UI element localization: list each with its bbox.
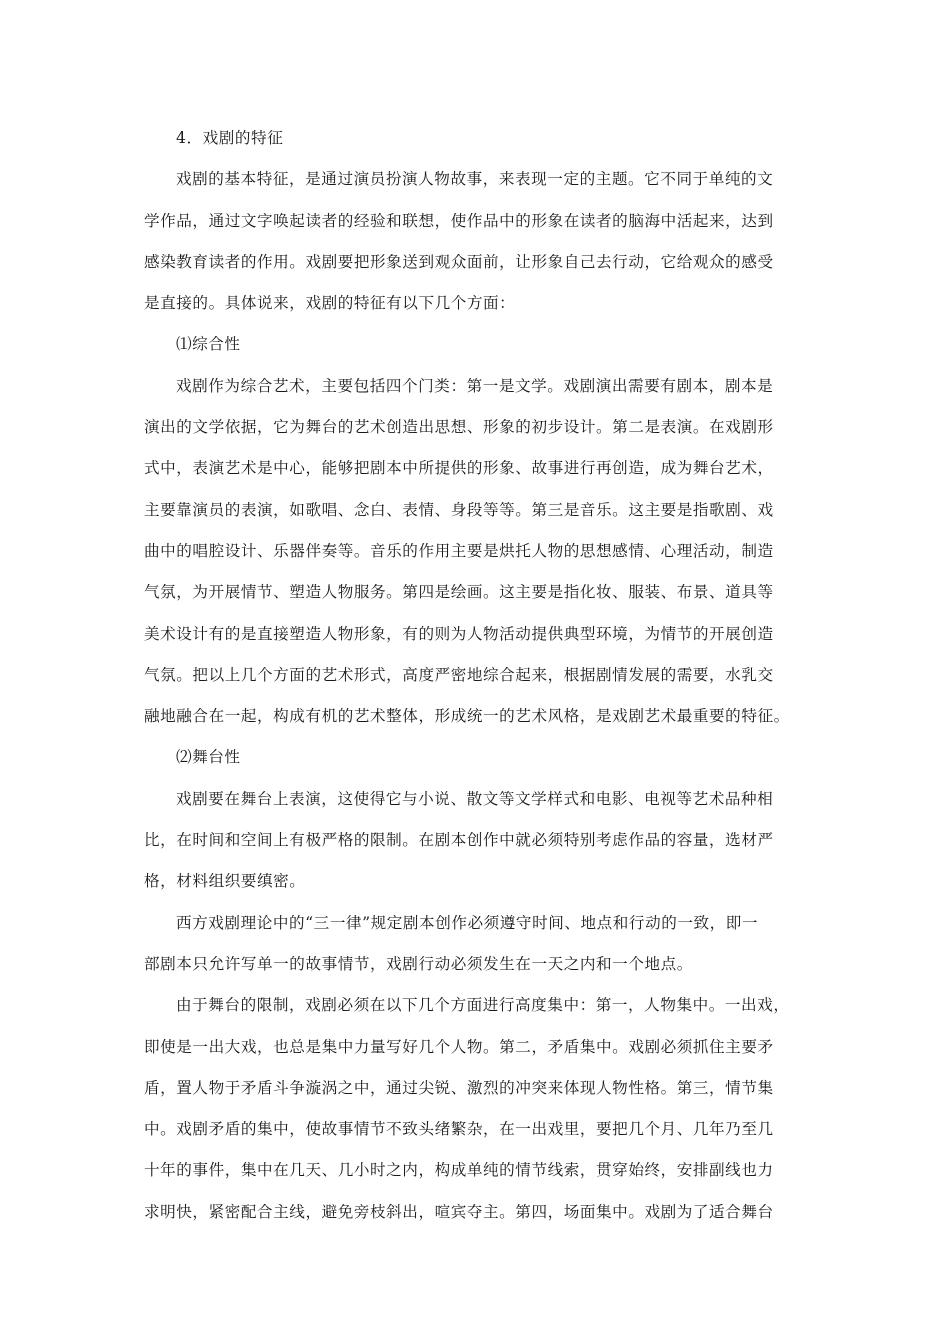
paragraph-line: 盾，置人物于矛盾斗争漩涡之中，通过尖锐、激烈的冲突来体现人物性格。第三，情节集 — [144, 1078, 774, 1097]
paragraph-line: 求明快，紧密配合主线，避免旁枝斜出，喧宾夺主。第四，场面集中。戏剧为了适合舞台 — [144, 1202, 774, 1221]
section-title: 4．戏剧的特征 — [176, 129, 284, 147]
paragraph-line: 部剧本只允许写单一的故事情节，戏剧行动必须发生在一天之内和一个地点。 — [144, 954, 693, 973]
paragraph-line: 主要靠演员的表演，如歌唱、念白、表情、身段等等。第三是音乐。这主要是指歌剧、戏 — [144, 500, 774, 519]
paragraph-line: 戏剧作为综合艺术，主要包括四个门类：第一是文学。戏剧演出需要有剧本，剧本是 — [176, 376, 774, 395]
paragraph-line: 美术设计有的是直接塑造人物形象，有的则为人物活动提供典型环境，为情节的开展创造 — [144, 624, 774, 643]
stage-paragraph-1 — [144, 779, 812, 903]
intro-paragraph — [144, 159, 812, 324]
paragraph-line: 是直接的。具体说来，戏剧的特征有以下几个方面： — [144, 294, 516, 313]
paragraph-line: 演出的文学依据，它为舞台的艺术创造出思想、形象的初步设计。第二是表演。在戏剧形 — [144, 418, 774, 437]
document-page — [144, 118, 812, 1233]
paragraph-line: 中。戏剧矛盾的集中，使故事情节不致头绪繁杂，在一出戏里，要把几个月、几年乃至几 — [144, 1120, 774, 1139]
paragraph-line: 戏剧要在舞台上表演，这使得它与小说、散文等文学样式和电影、电视等艺术品种相 — [176, 789, 774, 808]
subsection-title-comprehensiveness: ⑴综合性 — [176, 335, 241, 354]
paragraph-line: 即使是一出大戏，也总是集中力量写好几个人物。第二，矛盾集中。戏剧必须抓住主要矛 — [144, 1037, 774, 1056]
paragraph-line: 气氛，为开展情节、塑造人物服务。第四是绘画。这主要是指化妆、服装、布景、道具等 — [144, 583, 774, 602]
paragraph-line: 学作品，通过文字唤起读者的经验和联想，使作品中的形象在读者的脑海中活起来，达到 — [144, 211, 774, 230]
paragraph-line: 气氛。把以上几个方面的艺术形式，高度严密地综合起来，根据剧情发展的需要，水乳交 — [144, 665, 774, 684]
paragraph-line: 格，材料组织要缜密。 — [144, 872, 306, 891]
paragraph-line: 由于舞台的限制，戏剧必须在以下几个方面进行高度集中：第一，人物集中。一出戏， — [176, 996, 790, 1015]
stage-paragraph-3 — [144, 985, 812, 1233]
paragraph-line: 戏剧的基本特征，是通过演员扮演人物故事，来表现一定的主题。它不同于单纯的文 — [176, 170, 774, 189]
paragraph-line: 感染教育读者的作用。戏剧要把形象送到观众面前，让形象自己去行动，它给观众的感受 — [144, 252, 774, 271]
paragraph-line: 融地融合在一起，构成有机的艺术整体，形成统一的艺术风格，是戏剧艺术最重要的特征。 — [144, 707, 790, 726]
stage-paragraph-2 — [144, 903, 812, 986]
paragraph-line: 比，在时间和空间上有极严格的限制。在剧本创作中就必须特别考虑作品的容量，选材严 — [144, 831, 774, 850]
paragraph-line: 曲中的唱腔设计、乐器伴奏等。音乐的作用主要是烘托人物的思想感情、心理活动，制造 — [144, 541, 774, 560]
comprehensiveness-paragraph — [144, 366, 812, 738]
paragraph-line: 十年的事件，集中在几天、几小时之内，构成单纯的情节线索，贯穿始终，安排副线也力 — [144, 1161, 774, 1180]
subsection-title-stage: ⑵舞台性 — [176, 748, 241, 767]
paragraph-line: 西方戏剧理论中的“三一律”规定剧本创作必须遵守时间、地点和行动的一致，即一 — [176, 913, 759, 932]
paragraph-line: 式中，表演艺术是中心，能够把剧本中所提供的形象、故事进行再创造，成为舞台艺术， — [144, 459, 774, 478]
